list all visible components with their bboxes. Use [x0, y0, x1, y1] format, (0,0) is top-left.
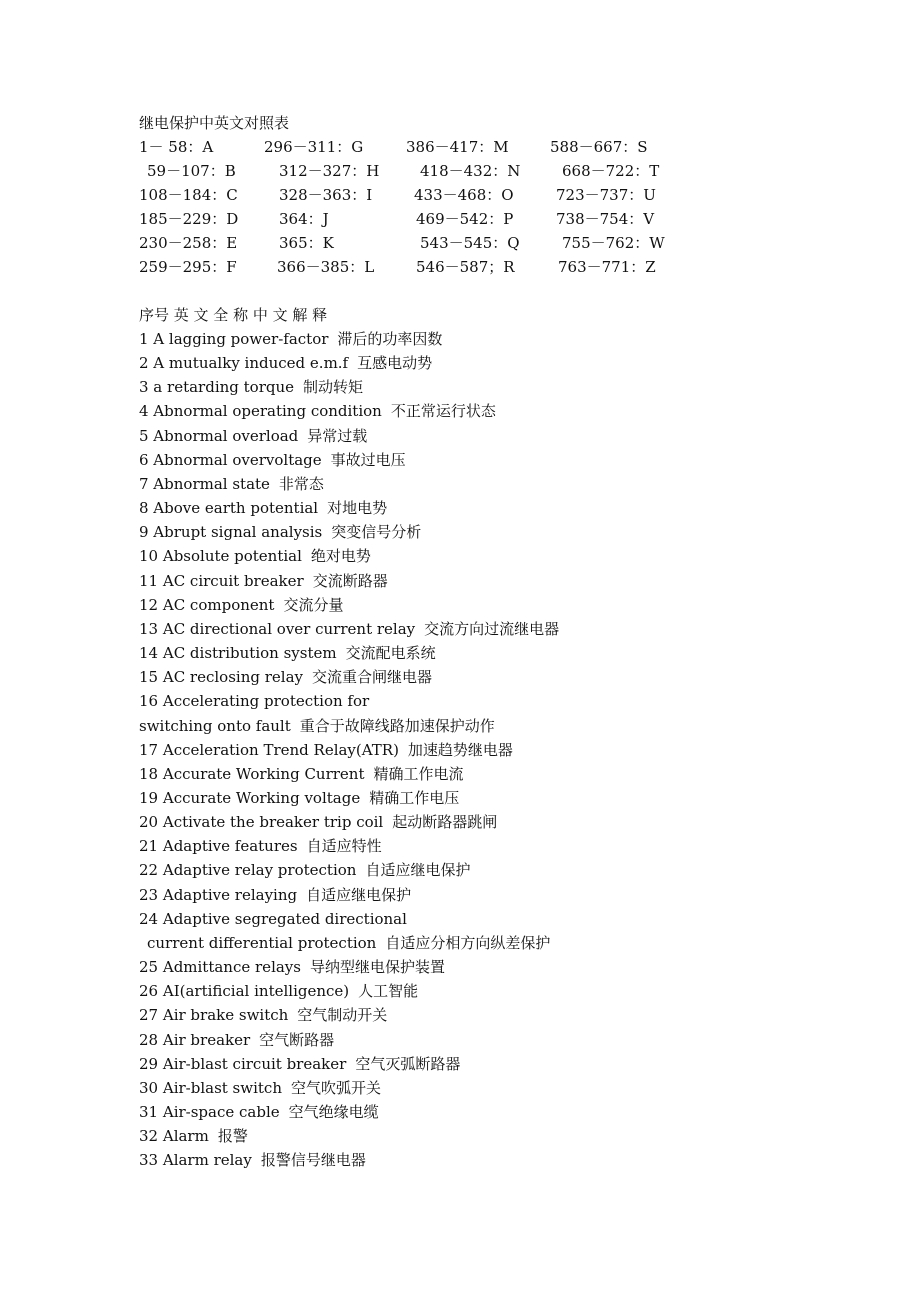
english-term: 15 AC reclosing relay	[139, 668, 303, 687]
list-item	[139, 399, 879, 423]
chinese-term: 绝对电势	[310, 547, 371, 566]
chinese-term: 对地电势	[327, 499, 388, 518]
chinese-term: 自适应继电保护	[365, 861, 471, 880]
list-item	[139, 641, 879, 665]
english-term: 18 Accurate Working Current	[139, 764, 365, 783]
list-item	[139, 689, 879, 713]
list-item	[139, 907, 879, 931]
chinese-term: 加速趋势继电器	[407, 740, 513, 759]
list-item	[139, 955, 879, 979]
index-cell: 763－771：Z	[558, 258, 656, 276]
index-cell: 312－327：H	[279, 162, 380, 180]
chinese-term: 交流重合闸继电器	[312, 668, 433, 687]
english-term: 5 Abnormal overload	[139, 426, 299, 445]
chinese-term: 交流断路器	[312, 571, 388, 590]
chinese-term: 滞后的功率因数	[337, 330, 443, 348]
index-cell: 386－417：M	[406, 138, 509, 156]
english-term: 2 A mutualky induced e.m.f	[139, 354, 349, 373]
chinese-term: 人工智能	[358, 982, 419, 1001]
index-cell: 364：J	[279, 210, 329, 228]
chinese-term: 交流分量	[283, 595, 344, 614]
index-row	[139, 159, 879, 183]
list-item	[139, 544, 879, 568]
english-term: 17 Acceleration Trend Relay(ATR)	[139, 740, 399, 759]
english-term: 14 AC distribution system	[139, 644, 337, 663]
english-term: 23 Adaptive relaying	[139, 885, 298, 904]
index-cell: 328－363：I	[279, 186, 373, 204]
english-term: 24 Adaptive segregated directional	[139, 909, 407, 928]
index-cell: 755－762：W	[562, 234, 665, 252]
index-cell: 1－ 58：A	[139, 138, 214, 156]
list-item	[139, 593, 879, 617]
chinese-term: 空气绝缘电缆	[288, 1103, 379, 1121]
index-cell: 296－311：G	[264, 138, 364, 156]
list-item	[139, 327, 879, 351]
list-item	[139, 665, 879, 689]
english-term: 13 AC directional over current relay	[139, 619, 416, 638]
chinese-term: 突变信号分析	[331, 523, 422, 542]
chinese-term: 重合于故障线路加速保护动作	[299, 716, 495, 735]
list-item	[139, 979, 879, 1003]
chinese-term: 精确工作电流	[373, 764, 464, 783]
index-cell: 185－229：D	[139, 210, 239, 228]
english-term: 1 A lagging power-factor	[139, 330, 329, 348]
chinese-term: 自适应继电保护	[306, 885, 412, 904]
spacer	[139, 279, 879, 303]
english-term: 33 Alarm relay	[139, 1151, 252, 1170]
chinese-term: 互感电动势	[357, 354, 433, 373]
chinese-term: 非常态	[278, 474, 324, 493]
english-term: switching onto fault	[139, 716, 291, 735]
chinese-term: 报警信号继电器	[260, 1151, 366, 1170]
chinese-term: 精确工作电压	[369, 788, 460, 807]
chinese-term: 导纳型继电保护装置	[309, 958, 445, 977]
index-cell: 418－432：N	[420, 162, 521, 180]
english-term: 4 Abnormal operating condition	[139, 402, 382, 421]
chinese-term: 起动断路器跳闸	[392, 813, 498, 832]
list-item	[139, 810, 879, 834]
list-item	[139, 424, 879, 448]
list-item	[139, 883, 879, 907]
index-cell: 59－107：B	[147, 162, 236, 180]
chinese-term: 报警	[217, 1127, 248, 1146]
english-term: 31 Air-space cable	[139, 1103, 280, 1121]
english-term: current differential protection	[147, 933, 377, 952]
english-term: 32 Alarm	[139, 1127, 209, 1146]
chinese-term: 事故过电压	[330, 450, 406, 469]
document-page	[139, 111, 879, 1172]
list-item	[139, 375, 879, 399]
chinese-term: 空气制动开关	[297, 1006, 388, 1025]
index-cell: 469－542：P	[416, 210, 514, 228]
index-cell: 365：K	[279, 234, 334, 252]
list-item	[139, 1003, 879, 1027]
english-term: 12 AC component	[139, 595, 275, 614]
index-row	[139, 231, 879, 255]
chinese-term: 不正常运行状态	[390, 402, 496, 421]
list-item	[139, 569, 879, 593]
list-item	[139, 738, 879, 762]
english-term: 22 Adaptive relay protection	[139, 861, 357, 880]
english-term: 29 Air-blast circuit breaker	[139, 1054, 347, 1073]
chinese-term: 交流方向过流继电器	[424, 619, 560, 638]
index-cell: 738－754：V	[556, 210, 655, 228]
chinese-term: 异常过载	[307, 426, 368, 445]
list-item	[139, 858, 879, 882]
list-item	[139, 1076, 879, 1100]
english-term: 21 Adaptive features	[139, 837, 298, 856]
english-term: 16 Accelerating protection for	[139, 692, 370, 711]
list-item	[139, 931, 879, 955]
glossary-list	[139, 327, 879, 1172]
list-item	[139, 834, 879, 858]
index-row	[139, 183, 879, 207]
list-item	[139, 617, 879, 641]
english-term: 10 Absolute potential	[139, 547, 302, 566]
index-row	[139, 207, 879, 231]
list-item	[139, 496, 879, 520]
chinese-term: 自适应分相方向纵差保护	[385, 933, 551, 952]
index-row	[139, 255, 879, 279]
english-term: 11 AC circuit breaker	[139, 571, 304, 590]
index-cell: 366－385：L	[277, 258, 375, 276]
english-term: 30 Air-blast switch	[139, 1078, 282, 1097]
index-cell: 588－667：S	[550, 138, 648, 156]
table-header: 序号 英 文 全 称 中 文 解 释	[139, 306, 328, 324]
chinese-term: 自适应特性	[306, 837, 382, 856]
english-term: 27 Air brake switch	[139, 1006, 289, 1025]
index-row	[139, 135, 879, 159]
index-cell: 259－295：F	[139, 258, 237, 276]
index-cell: 723－737：U	[556, 186, 656, 204]
chinese-term: 空气灭弧断路器	[355, 1054, 461, 1073]
english-term: 26 AI(artificial intelligence)	[139, 982, 350, 1001]
index-cell: 546－587；R	[416, 258, 515, 276]
chinese-term: 交流配电系统	[345, 644, 436, 663]
index-cell: 668－722：T	[562, 162, 660, 180]
english-term: 25 Admittance relays	[139, 958, 301, 977]
chinese-term: 空气吹弧开关	[290, 1078, 381, 1097]
list-item	[139, 472, 879, 496]
list-item	[139, 1028, 879, 1052]
index-cell: 108－184：C	[139, 186, 238, 204]
letter-index	[139, 135, 879, 279]
chinese-term: 制动转矩	[303, 378, 364, 397]
list-item	[139, 448, 879, 472]
list-item	[139, 1052, 879, 1076]
english-term: 19 Accurate Working voltage	[139, 788, 361, 807]
english-term: 7 Abnormal state	[139, 474, 270, 493]
english-term: 3 a retarding torque	[139, 378, 295, 397]
list-item	[139, 1124, 879, 1148]
document-title: 继电保护中英文对照表	[139, 114, 290, 132]
list-item	[139, 786, 879, 810]
english-term: 6 Abnormal overvoltage	[139, 450, 322, 469]
index-cell: 230－258：E	[139, 234, 238, 252]
list-item	[139, 1148, 879, 1172]
list-item	[139, 1100, 879, 1124]
chinese-term: 空气断路器	[259, 1030, 335, 1049]
english-term: 9 Abrupt signal analysis	[139, 523, 323, 542]
list-item	[139, 520, 879, 544]
english-term: 8 Above earth potential	[139, 499, 319, 518]
list-item	[139, 762, 879, 786]
index-cell: 433－468：O	[414, 186, 514, 204]
list-item	[139, 351, 879, 375]
list-item	[139, 714, 879, 738]
index-cell: 543－545：Q	[420, 234, 520, 252]
english-term: 28 Air breaker	[139, 1030, 251, 1049]
english-term: 20 Activate the breaker trip coil	[139, 813, 384, 832]
